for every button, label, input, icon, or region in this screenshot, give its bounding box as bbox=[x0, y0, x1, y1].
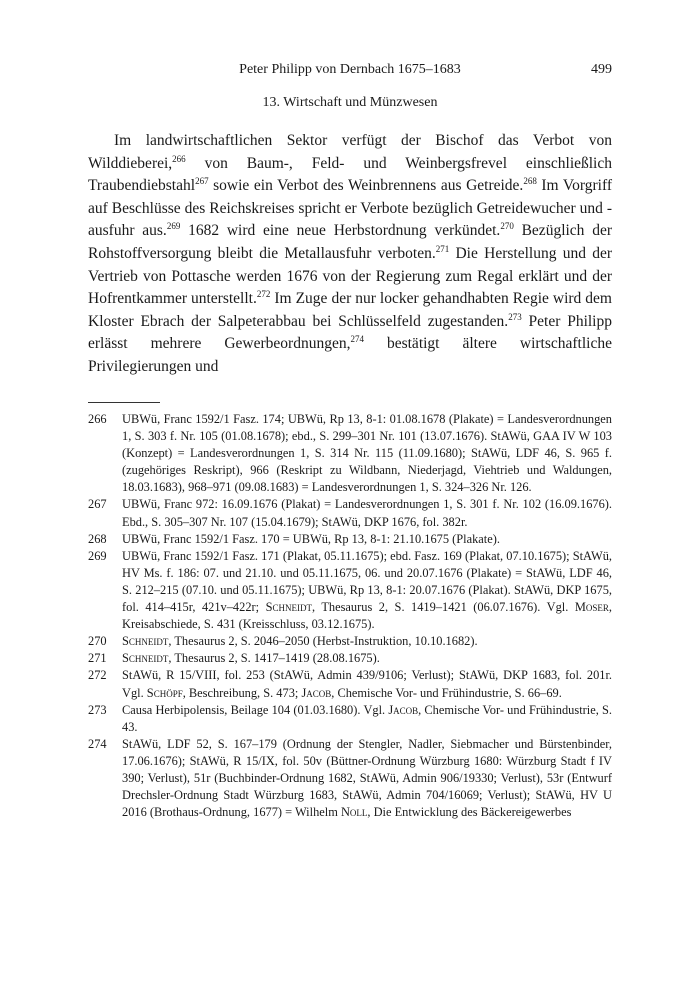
footnote-267 bbox=[88, 496, 612, 530]
footnote-271 bbox=[88, 650, 612, 667]
footnote-text: UBWü, Franc 972: 16.09.1676 (Plakat) = Landesverordnungen 1, S. 301 f. Nr. 102 (16.09.1676). Ebd., S. 305–307 Nr. 107 (15.04.1679); StAWü, DKP 1676, fol. 382r. bbox=[122, 497, 612, 529]
body-text-segment: von Baum-, Feld- und Weinbergsfrevel einschließlich Traubendiebstahl bbox=[88, 154, 612, 195]
footnote-272 bbox=[88, 667, 612, 701]
section-title: 13. Wirtschaft und Münzwesen bbox=[262, 95, 438, 110]
running-title: Peter Philipp von Dernbach 1675–1683 bbox=[239, 62, 461, 77]
footnote-text: , Thesaurus 2, S. 1419–1421 (06.07.1676). Vgl. bbox=[311, 600, 575, 615]
body-text-segment: Peter Philipp erlässt mehrere Gewerbeordnungen, bbox=[88, 312, 612, 353]
body-text-segment: Im Zuge der nur locker gehandhabten Regie wird dem Kloster Ebrach der Salpeterabbau bei Schlüsselfeld zugestanden. bbox=[88, 290, 612, 330]
footnote-text: , Chemische Vor- und Frühindustrie, S. 66–69. bbox=[331, 685, 562, 700]
footnote-text: Causa Herbipolensis, Beilage 104 (01.03.1680). Vgl. bbox=[122, 702, 389, 717]
page-number: 499 bbox=[591, 62, 612, 77]
body-text-segment: Die Herstellung und der Vertrieb von Pottasche werden 1676 von der Regierung zum Regal erklärt und der Hofrentkammer unterstellt. bbox=[88, 244, 612, 308]
footnote-text: , Thesaurus 2, S. 2046–2050 (Herbst-Instruktion, 10.10.1682). bbox=[168, 634, 478, 649]
footnote-270 bbox=[88, 633, 612, 650]
footnote-text: , Die Entwicklung des Bäckereigewerbes bbox=[367, 805, 572, 820]
author-name: Noll bbox=[340, 805, 368, 820]
running-header bbox=[88, 62, 612, 82]
footnote-reference[interactable]: 271 bbox=[435, 243, 450, 254]
footnote-reference[interactable]: 274 bbox=[350, 334, 364, 345]
author-name: Moser bbox=[574, 600, 609, 615]
footnote-274 bbox=[88, 736, 612, 821]
footnote-268 bbox=[88, 531, 612, 548]
footnotes bbox=[88, 411, 612, 821]
footnote-number: 274 bbox=[88, 736, 107, 751]
footnote-number: 267 bbox=[88, 497, 107, 512]
footnote-number: 272 bbox=[88, 668, 107, 683]
author-name: Schneidt bbox=[122, 634, 169, 649]
footnote-text: , Chemische Vor- und Frühindustrie, S. 43. bbox=[122, 702, 612, 734]
footnote-273 bbox=[88, 702, 612, 736]
footnote-number: 268 bbox=[88, 531, 107, 546]
body-text-segment: Bezüglich der Rohstoffversorgung bleibt die Metallausfuhr verboten. bbox=[88, 222, 612, 262]
footnote-text: , Beschreibung, S. 473; bbox=[182, 685, 302, 700]
body-text-segment: Im Vorgriff auf Beschlüsse des Reichskreises spricht er Verbote bezüglich Getreidewucher und -ausfuhr aus. bbox=[88, 177, 612, 240]
body-text-segment: 1682 wird eine neue Herbstordnung verkündet. bbox=[180, 222, 501, 240]
footnote-text: , Kreisabschiede, S. 431 (Kreisschluss, 03.12.1675). bbox=[122, 600, 612, 632]
author-name: Jacob bbox=[301, 685, 332, 700]
body-text-segment: Im landwirtschaftlichen Sektor verfügt der Bischof das Verbot von Wilddieberei, bbox=[88, 132, 612, 172]
footnote-reference[interactable]: 273 bbox=[508, 311, 522, 322]
body-text-segment: sowie ein Verbot des Weinbrennens aus Getreide. bbox=[208, 177, 524, 195]
footnote-269 bbox=[88, 548, 612, 633]
footnote-number: 269 bbox=[88, 548, 107, 563]
footnote-reference[interactable]: 272 bbox=[256, 289, 271, 299]
footnote-text: StAWü, LDF 52, S. 167–179 (Ordnung der Stengler, Nadler, Siebmacher und Bürstenbinder, 17.06.1676); StAWü, R 15/IX, fol. 50v (Büttner-Ordnung Würzburg 1680: Würzburg Stadt f IV 390; Verlust), 51r (Buchbinder-Ordnung 1682, StAWü, Admin 906/19330; Verlust), 53r (Entwurf Drechsler-Ordnung Stadt Würzburg 1683, StAWü, Admin 704/16069; Verlust); StAWü, HV U 2016 (Brothaus-Ordnung, 1677) = Wilhelm bbox=[122, 736, 612, 820]
footnote-text: , Thesaurus 2, S. 1417–1419 (28.08.1675). bbox=[168, 651, 380, 666]
footnote-text: UBWü, Franc 1592/1 Fasz. 170 = UBWü, Rp 13, 8-1: 21.10.1675 (Plakate). bbox=[122, 531, 500, 546]
footnote-reference[interactable]: 268 bbox=[523, 176, 537, 187]
footnote-266 bbox=[88, 411, 612, 496]
footnote-reference[interactable]: 270 bbox=[500, 221, 514, 232]
footnote-number: 266 bbox=[88, 412, 107, 426]
footnote-number: 271 bbox=[88, 651, 107, 666]
author-name: Schneidt bbox=[122, 651, 169, 666]
footnote-reference[interactable]: 266 bbox=[172, 153, 186, 164]
footnote-reference[interactable]: 267 bbox=[195, 176, 209, 187]
footnote-text: UBWü, Franc 1592/1 Fasz. 174; UBWü, Rp 13, 8-1: 01.08.1678 (Plakate) = Landesverordnungen 1, S. 303 f. Nr. 105 (01.08.1678); ebd., S. 299–301 Nr. 101 (13.07.1676). StAWü, GAA IV W 103 (Konzept) = Landesverordnungen 1, S. 314 Nr. 115 (11.09.1680); StAWü, LDF 46, S. 965 f. (zugehöriges Reskript), 966 (Reskript zu Wildbann, Niederjagd, Viehtrieb und Waldungen, 18.03.1683), 968–971 (09.08.1683) = Landesverordnungen 1, S. 324–326 Nr. 126. bbox=[122, 412, 612, 495]
footnote-number: 270 bbox=[88, 634, 107, 649]
footnote-number: 273 bbox=[88, 702, 107, 717]
footnote-text: UBWü, Franc 1592/1 Fasz. 171 (Plakat, 05.11.1675); ebd. Fasz. 169 (Plakat, 07.10.1675); StAWü, HV Ms. f. 186: 07. und 21.10. und 05.11.1675, 06. und 20.07.1676 (Plakate) = StAWü, LDF 46, S. 212–215 (07.10. und 05.11.1675); UBWü, Rp 13, 8-1: 20.07.1676 (Plakat). StAWü, DKP 1675, fol. 414–415r, 421v–422r; bbox=[122, 548, 612, 615]
author-name: Jacob bbox=[388, 702, 419, 717]
author-name: Schöpf bbox=[146, 685, 183, 700]
body-text-segment: bestätigt ältere wirtschaftliche Privilegierungen und bbox=[88, 335, 612, 375]
footnote-text: StAWü, R 15/VIII, fol. 253 (StAWü, Admin 439/9106; Verlust); StAWü, DKP 1683, fol. 201r. Vgl. bbox=[122, 668, 612, 700]
author-name: Schneidt bbox=[265, 600, 312, 615]
footnote-reference[interactable]: 269 bbox=[166, 221, 181, 232]
body-paragraph bbox=[88, 130, 612, 379]
footnote-separator bbox=[88, 402, 160, 403]
